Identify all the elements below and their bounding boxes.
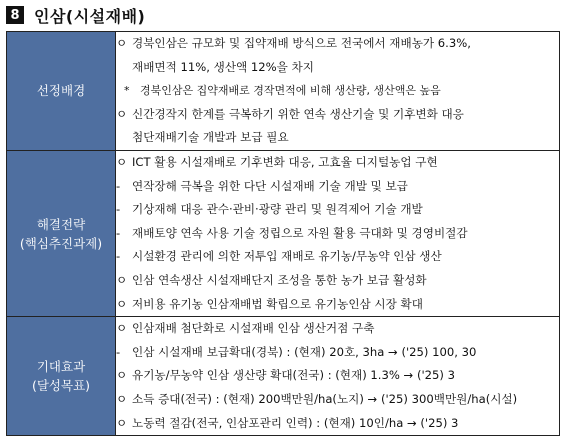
table-row-expected-effects	[7, 317, 560, 436]
list-item: ㅇ 신간경작지 한계를 극복하기 위한 연속 생산기술 및 기후변화 대응	[116, 106, 464, 121]
category-cell	[7, 150, 116, 316]
table-row-background	[7, 32, 560, 151]
category-cell	[7, 32, 116, 151]
list-item: ㅇ 소득 증대(전국) : (현재) 200백만원/ha(노지) → ('25) 300백만원/ha(시설)	[116, 391, 518, 406]
list-item: ㅇ 경북인삼은 규모화 및 집약재배 방식으로 전국에서 재배농가 6.3%,	[116, 36, 471, 50]
list-subitem: - 시설환경 관리에 의한 저투입 재배로 유기농/무농약 인삼 생산	[116, 249, 442, 264]
section-title: 인삼(시설재배)	[34, 6, 146, 26]
content-cell	[116, 150, 560, 316]
content-cell	[116, 317, 560, 436]
list-subitem: - 기상재해 대응 관수·관비·광량 관리 및 원격제어 기술 개발	[116, 202, 423, 217]
category-sublabel: (달성목표)	[31, 378, 91, 394]
list-subitem: - 재배토양 연속 사용 기술 정립으로 자원 활용 극대화 및 경영비절감	[116, 225, 468, 240]
category-label: 기대효과	[36, 359, 86, 375]
section-number-badge: 8	[6, 6, 24, 24]
list-item: ㅇ 저비용 유기농 인삼재배법 확립으로 유기농인삼 시장 확대	[116, 296, 423, 311]
category-cell	[7, 317, 116, 436]
list-item: ㅇ 인삼 연속생산 시설재배단지 조성을 통한 농가 보급 활성화	[116, 272, 427, 287]
section-heading	[6, 4, 145, 26]
list-item: ㅇ 노동력 절감(전국, 인삼포관리 인력) : (현재) 10인/ha → ('25) 3	[116, 415, 459, 430]
list-item: 재배면적 11%, 생산액 12%을 차지	[132, 59, 314, 74]
list-item: ㅇ 인삼재배 첨단화로 시설재배 인삼 생산거점 구축	[116, 321, 375, 336]
category-label: 해결전략	[36, 216, 86, 232]
category-sublabel: (핵심추진과제)	[19, 235, 103, 251]
list-subitem: - 연작장해 극복을 위한 다단 시설재배 기술 개발 및 보급	[116, 178, 408, 193]
list-item: ㅇ 유기농/무농약 인삼 생산량 확대(전국) : (현재) 1.3% → ('25) 3	[116, 368, 455, 383]
list-item: ㅇ ICT 활용 시설재배로 기후변화 대응, 고효율 디지털농업 구현	[116, 154, 438, 169]
summary-table	[6, 31, 560, 436]
list-subitem: - 인삼 시설재배 보급확대(경북) : (현재) 20호, 3ha → ('25) 100, 30	[116, 344, 477, 359]
note-item: * 경북인삼은 집약재배로 경작면적에 비해 생산량, 생산액은 높음	[124, 84, 441, 98]
category-label: 선정배경	[36, 83, 86, 99]
table-row-strategy	[7, 150, 560, 316]
list-item: 첨단재배기술 개발과 보급 필요	[132, 130, 289, 145]
content-cell	[116, 32, 560, 151]
